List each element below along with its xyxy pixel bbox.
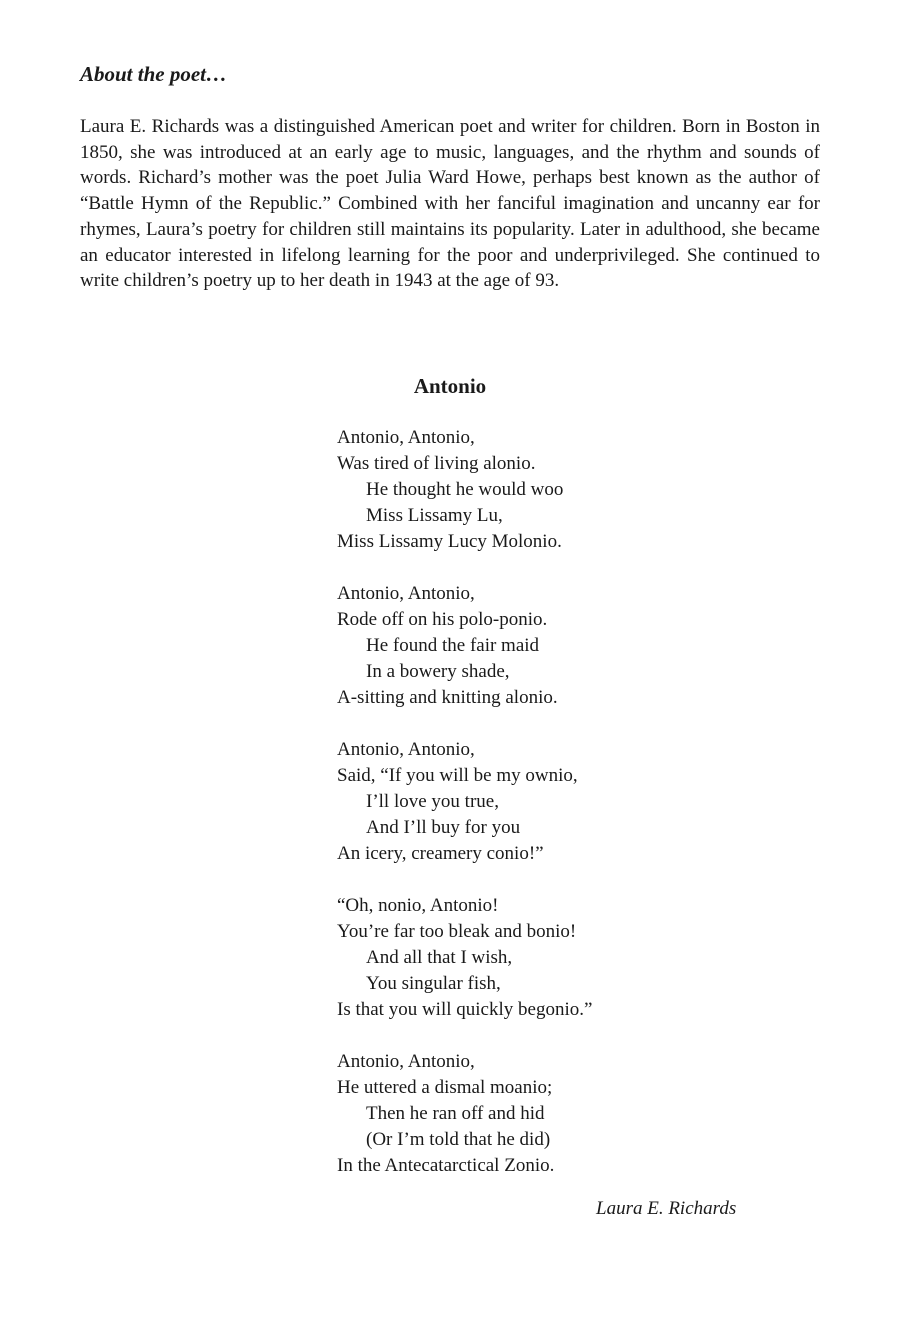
poem-line: He thought he would woo xyxy=(366,479,564,500)
poem-line: And all that I wish, xyxy=(366,947,513,968)
poem-line: A-sitting and knitting alonio. xyxy=(337,687,558,708)
poem-line: Antonio, Antonio, xyxy=(337,739,475,760)
poem-line: Rode off on his polo-ponio. xyxy=(337,609,548,630)
poem-line: Miss Lissamy Lucy Molonio. xyxy=(337,531,562,552)
poem-line: I’ll love you true, xyxy=(366,791,499,812)
poem-line: Was tired of living alonio. xyxy=(337,453,536,474)
poem-title: Antonio xyxy=(413,374,487,398)
poem-body xyxy=(337,425,757,1205)
poet-biography: Laura E. Richards was a distinguished American poet and writer for children. Born in Boston in 1850, she was introduced at an early age to music, languages, and the rhythm and sounds of words. Richard’s mother was the poet Julia Ward Howe, perhaps best known as the author of “Battle Hymn of the Republic.” Combined with her fanciful imagination and uncanny ear for rhymes, Laura’s poetry for children still maintains its popularity. Later in adulthood, she became an educator interested in lifelong learning for the poor and underprivileged. She continued to write children’s poetry up to her death in 1943 at the age of 93. xyxy=(80,116,820,292)
poem-line: And I’ll buy for you xyxy=(366,817,521,838)
poem-line: You singular fish, xyxy=(366,973,501,994)
stanza-1 xyxy=(337,425,757,555)
poem-line: An icery, creamery conio!” xyxy=(337,843,544,864)
poem-author: Laura E. Richards xyxy=(596,1198,737,1219)
stanza-5 xyxy=(337,1049,757,1179)
poem-line: (Or I’m told that he did) xyxy=(366,1129,551,1150)
about-heading: About the poet… xyxy=(80,62,228,86)
poem-line: Antonio, Antonio, xyxy=(337,427,475,448)
poem-line: In the Antecatarctical Zonio. xyxy=(337,1155,555,1176)
stanza-2 xyxy=(337,581,757,711)
poem-line: You’re far too bleak and bonio! xyxy=(337,921,577,942)
poem-line: Said, “If you will be my ownio, xyxy=(337,765,578,786)
poem-line: Antonio, Antonio, xyxy=(337,583,475,604)
stanza-4 xyxy=(337,893,757,1023)
poem-line: He uttered a dismal moanio; xyxy=(337,1077,553,1098)
poem-line: Antonio, Antonio, xyxy=(337,1051,475,1072)
poem-line: Then he ran off and hid xyxy=(366,1103,545,1124)
poem-line: In a bowery shade, xyxy=(366,661,510,682)
poem-line: “Oh, nonio, Antonio! xyxy=(337,895,499,916)
poem-line: He found the fair maid xyxy=(366,635,540,656)
poem-line: Miss Lissamy Lu, xyxy=(366,505,503,526)
stanza-3 xyxy=(337,737,757,867)
poem-line: Is that you will quickly begonio.” xyxy=(337,999,593,1020)
